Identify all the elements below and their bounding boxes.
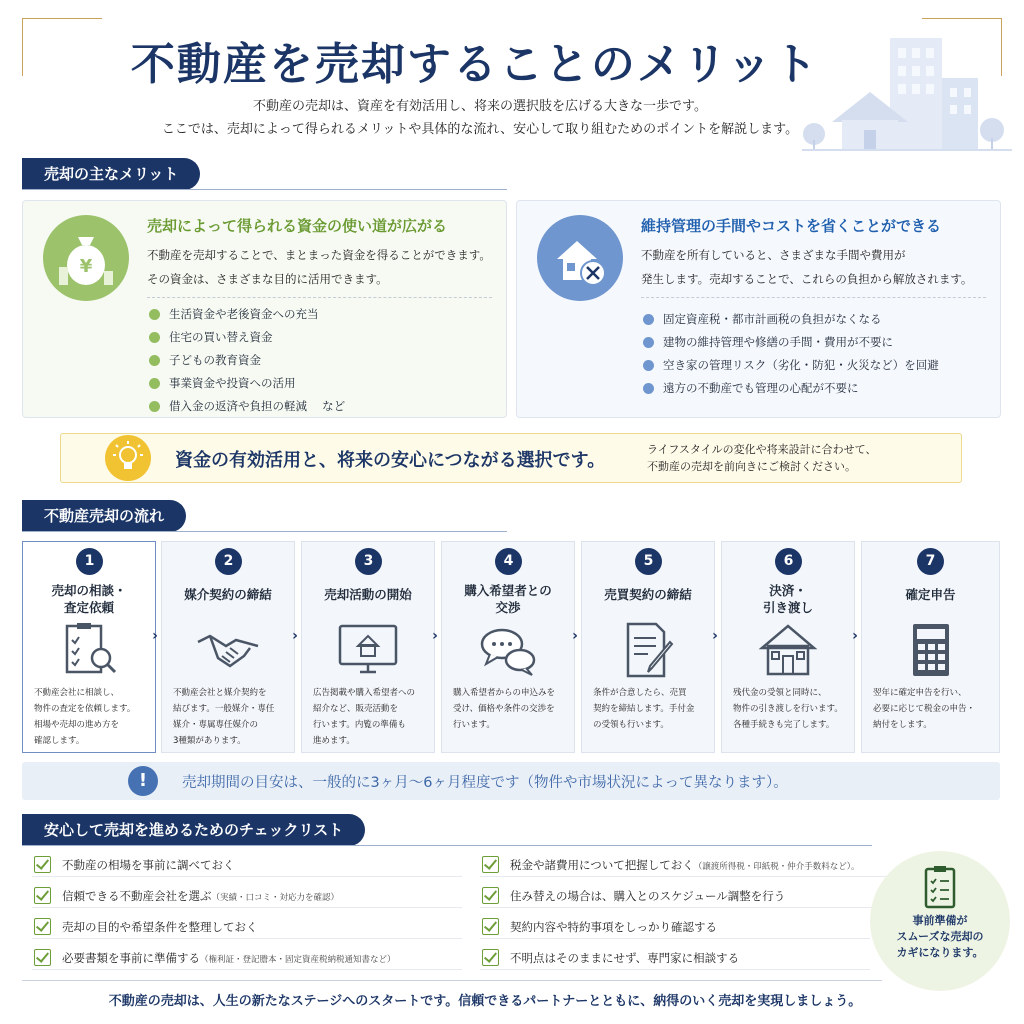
handshake-icon bbox=[196, 622, 260, 678]
step-description bbox=[313, 685, 428, 749]
step-description bbox=[453, 685, 568, 733]
step-description bbox=[873, 685, 995, 733]
step-title bbox=[23, 582, 155, 616]
list-item: 固定資産税・都市計画税の負担がなくなる bbox=[643, 308, 939, 331]
checkbox-checked-icon[interactable] bbox=[34, 918, 51, 935]
step-number: 5 bbox=[635, 548, 662, 575]
step-desc-line: 行います。 bbox=[453, 720, 495, 730]
step-title bbox=[862, 586, 999, 603]
checklist-item[interactable] bbox=[32, 915, 462, 939]
calculator-icon bbox=[899, 622, 963, 678]
step-title-line: 交渉 bbox=[495, 600, 521, 615]
step-number: 4 bbox=[495, 548, 522, 575]
checklist-item[interactable] bbox=[480, 946, 870, 970]
chat-bubbles-icon bbox=[476, 622, 540, 678]
checklist-item-label: 必要書類を事前に準備する bbox=[62, 951, 200, 965]
step-desc-line: 媒介・専属専任媒介の bbox=[173, 720, 259, 730]
intro-line-1: 不動産の売却は、資産を有効活用し、将来の選択肢を広げる大きな一歩です。 bbox=[253, 99, 707, 114]
monitor-house-icon bbox=[336, 622, 400, 678]
step-desc-line: 3種類があります。 bbox=[173, 736, 246, 746]
step-desc-line: 必要に応じて税金の申告・ bbox=[873, 704, 976, 714]
checklist-icon bbox=[923, 865, 957, 909]
checkbox-checked-icon[interactable] bbox=[482, 887, 499, 904]
money-bag-icon bbox=[43, 215, 129, 301]
step-description bbox=[34, 685, 149, 749]
merit-list-maintenance bbox=[643, 308, 939, 400]
step-description bbox=[173, 685, 288, 749]
step-title bbox=[722, 582, 854, 616]
step-desc-line: 物件の引き渡しを行います。 bbox=[733, 704, 843, 714]
step-title bbox=[302, 586, 434, 603]
step-description bbox=[593, 685, 708, 733]
checklist-item[interactable] bbox=[480, 915, 870, 939]
checklist-item-note: （譲渡所得税・印紙税・仲介手数料など）。 bbox=[693, 862, 860, 872]
step-desc-line: 購入希望者からの申込みを bbox=[453, 688, 556, 698]
step-desc-line: 進めます。 bbox=[313, 736, 355, 746]
checklist-item[interactable] bbox=[32, 884, 462, 908]
step-desc-line: 不動産会社に相談し、 bbox=[34, 688, 120, 698]
section-header-merits: 売却の主なメリット bbox=[22, 158, 200, 190]
flow-step-6 bbox=[721, 541, 855, 753]
preparation-tip-badge bbox=[870, 851, 1010, 991]
list-item: 生活資金や老後資金への充当 bbox=[149, 303, 345, 326]
step-number: 2 bbox=[215, 548, 242, 575]
dashed-divider bbox=[147, 297, 492, 298]
step-title-line: 引き渡し bbox=[762, 600, 813, 615]
step-title-line: 査定依頼 bbox=[63, 600, 114, 615]
chevron-right-icon: › bbox=[852, 628, 858, 644]
contract-pen-icon bbox=[616, 622, 680, 678]
flow-step-3 bbox=[301, 541, 435, 753]
preparation-tip-text bbox=[870, 913, 1010, 961]
chevron-right-icon: › bbox=[712, 628, 718, 644]
flow-step-2 bbox=[161, 541, 295, 753]
checkbox-checked-icon[interactable] bbox=[34, 856, 51, 873]
banner-subtext-line: ライフスタイルの変化や将来設計に合わせて、 bbox=[647, 443, 877, 456]
step-title bbox=[582, 586, 714, 603]
chevron-right-icon: › bbox=[572, 628, 578, 644]
chevron-right-icon: › bbox=[292, 628, 298, 644]
step-desc-line: の受領も行います。 bbox=[593, 720, 669, 730]
notice-text: 売却期間の目安は、一般的に3ヶ月〜6ヶ月程度です（物件や市場状況によって異なります）。 bbox=[182, 775, 788, 791]
section-divider bbox=[22, 845, 872, 846]
step-desc-line: 残代金の受領と同時に、 bbox=[733, 688, 827, 698]
prep-line: カギになります。 bbox=[896, 946, 984, 959]
checklist-item-label: 不明点はそのままにせず、専門家に相談する bbox=[510, 951, 740, 965]
list-item: 建物の維持管理や修繕の手間・費用が不要に bbox=[643, 331, 939, 354]
prep-line: 事前準備が bbox=[912, 914, 968, 927]
intro-text bbox=[60, 95, 900, 141]
merit-desc-maintenance bbox=[641, 243, 991, 291]
step-desc-line: 広告掲載や購入希望者への bbox=[313, 688, 416, 698]
step-desc-line: 確認します。 bbox=[34, 736, 85, 746]
checklist-item-label: 税金や諸費用について把握しておく bbox=[510, 858, 694, 872]
step-desc-line: 条件が合意したら、売買 bbox=[593, 688, 687, 698]
checklist-item[interactable] bbox=[32, 853, 462, 877]
exclamation-icon: ! bbox=[128, 766, 158, 796]
step-desc-line: 物件の査定を依頼します。 bbox=[34, 704, 136, 714]
step-title-line: 媒介契約の締結 bbox=[184, 587, 272, 602]
checklist-item-label: 信頼できる不動産会社を選ぶ bbox=[62, 889, 212, 903]
checkbox-checked-icon[interactable] bbox=[482, 918, 499, 935]
checklist-item[interactable] bbox=[480, 853, 890, 877]
checkbox-checked-icon[interactable] bbox=[34, 949, 51, 966]
step-title-line: 決済・ bbox=[769, 583, 807, 598]
merit-title-maintenance: 維持管理の手間やコストを省くことができる bbox=[641, 217, 942, 235]
page-title: 不動産を売却することのメリット bbox=[130, 39, 820, 90]
step-desc-line: 行います。内覧の準備も bbox=[313, 720, 406, 730]
checklist-item-label: 売却の目的や希望条件を整理しておく bbox=[62, 920, 258, 934]
step-title-line: 購入希望者との bbox=[464, 583, 552, 598]
flow-step-1 bbox=[22, 541, 156, 753]
flow-step-4 bbox=[441, 541, 575, 753]
step-desc-line: 翌年に確定申告を行い、 bbox=[873, 688, 967, 698]
footer-message: 不動産の売却は、人生の新たなステージへのスタートです。信頼できるパートナーとともに、納得のいく売却を実現しましょう。 bbox=[108, 994, 862, 1009]
step-title-line: 売買契約の締結 bbox=[604, 587, 692, 602]
merit-title-funds: 売却によって得られる資金の使い道が広がる bbox=[147, 217, 448, 235]
step-number: 6 bbox=[775, 548, 802, 575]
section-header-flow: 不動産売却の流れ bbox=[22, 500, 186, 532]
svg-text:¥: ¥ bbox=[79, 256, 93, 277]
prep-line: スムーズな売却の bbox=[896, 930, 984, 943]
list-item: 事業資金や投資への活用 bbox=[149, 372, 345, 395]
merit-desc-funds bbox=[147, 243, 497, 291]
list-item: 住宅の買い替え資金 bbox=[149, 326, 345, 349]
clipboard-search-icon bbox=[57, 622, 121, 678]
section-header-checklist: 安心して売却を進めるためのチェックリスト bbox=[22, 814, 365, 846]
intro-line-2: ここでは、売却によって得られるメリットや具体的な流れ、安心して取り組むためのポイントを解説します。 bbox=[161, 122, 799, 137]
merit-desc-line: 不動産を売却することで、まとまった資金を得ることができます。 bbox=[147, 248, 491, 262]
merit-desc-line: その資金は、さまざまな目的に活用できます。 bbox=[147, 272, 388, 286]
step-description bbox=[733, 685, 848, 733]
city-buildings-illustration bbox=[802, 30, 1012, 160]
step-number: 1 bbox=[76, 548, 103, 575]
step-number: 7 bbox=[917, 548, 944, 575]
step-desc-line: 相場や売却の進め方を bbox=[34, 720, 120, 730]
list-item: 借入金の返済や負担の軽減 など bbox=[149, 395, 345, 418]
chevron-right-icon: › bbox=[432, 628, 438, 644]
merit-desc-line: 発生します。売却することで、これらの負担から解放されます。 bbox=[641, 272, 973, 286]
footer-divider bbox=[22, 980, 882, 981]
checklist-item-note: （実績・口コミ・対応力を確認） bbox=[211, 893, 340, 903]
checklist-item-note: （権利証・登記謄本・固定資産税納税通知書など） bbox=[200, 955, 396, 965]
checklist-item-label: 契約内容や特約事項をしっかり確認する bbox=[510, 920, 717, 934]
flow-step-5 bbox=[581, 541, 715, 753]
step-desc-line: 紹介など、販売活動を bbox=[313, 704, 399, 714]
section-divider bbox=[22, 531, 507, 532]
chevron-right-icon: › bbox=[152, 628, 158, 644]
step-desc-line: 各種手続きも完了します。 bbox=[733, 720, 835, 730]
step-desc-line: 不動産会社と媒介契約を bbox=[173, 688, 267, 698]
checklist-item-label: 不動産の相場を事前に調べておく bbox=[62, 858, 235, 872]
checkbox-checked-icon[interactable] bbox=[482, 856, 499, 873]
step-title bbox=[162, 586, 294, 603]
checklist-item[interactable] bbox=[480, 884, 880, 908]
step-title-line: 確定申告 bbox=[905, 587, 956, 602]
house-tools-icon bbox=[537, 215, 623, 301]
step-number: 3 bbox=[355, 548, 382, 575]
house-icon bbox=[756, 622, 820, 678]
banner-subtext-line: 不動産の売却を前向きにご検討ください。 bbox=[647, 460, 856, 473]
checklist-item-label: 住み替えの場合は、購入とのスケジュール調整を行う bbox=[510, 889, 786, 903]
lightbulb-icon bbox=[105, 435, 151, 481]
merit-summary-banner bbox=[60, 433, 962, 483]
step-title-line: 売却の相談・ bbox=[51, 583, 127, 598]
flow-step-7 bbox=[861, 541, 1000, 753]
banner-headline: 資金の有効活用と、将来の安心につながる選択です。 bbox=[175, 450, 606, 471]
section-divider bbox=[22, 189, 507, 190]
step-desc-line: 結びます。一般媒介・専任 bbox=[173, 704, 275, 714]
banner-subtext bbox=[647, 441, 876, 475]
step-desc-line: 契約を締結します。手付金 bbox=[593, 704, 695, 714]
dashed-divider bbox=[641, 297, 986, 298]
checklist-item[interactable] bbox=[32, 946, 462, 970]
step-title bbox=[442, 582, 574, 616]
sale-period-notice bbox=[22, 762, 1000, 800]
merit-card-funds bbox=[22, 200, 507, 418]
checkbox-checked-icon[interactable] bbox=[34, 887, 51, 904]
list-item: 遠方の不動産でも管理の心配が不要に bbox=[643, 377, 939, 400]
step-title-line: 売却活動の開始 bbox=[324, 587, 412, 602]
list-item: 子どもの教育資金 bbox=[149, 349, 345, 372]
merit-card-maintenance bbox=[516, 200, 1001, 418]
step-desc-line: 納付をします。 bbox=[873, 720, 932, 730]
step-desc-line: 受け、価格や条件の交渉を bbox=[453, 704, 555, 714]
merit-desc-line: 不動産を所有していると、さまざまな手間や費用が bbox=[641, 248, 906, 262]
merit-list-funds bbox=[149, 303, 345, 418]
list-item: 空き家の管理リスク（劣化・防犯・火災など）を回避 bbox=[643, 354, 939, 377]
checkbox-checked-icon[interactable] bbox=[482, 949, 499, 966]
